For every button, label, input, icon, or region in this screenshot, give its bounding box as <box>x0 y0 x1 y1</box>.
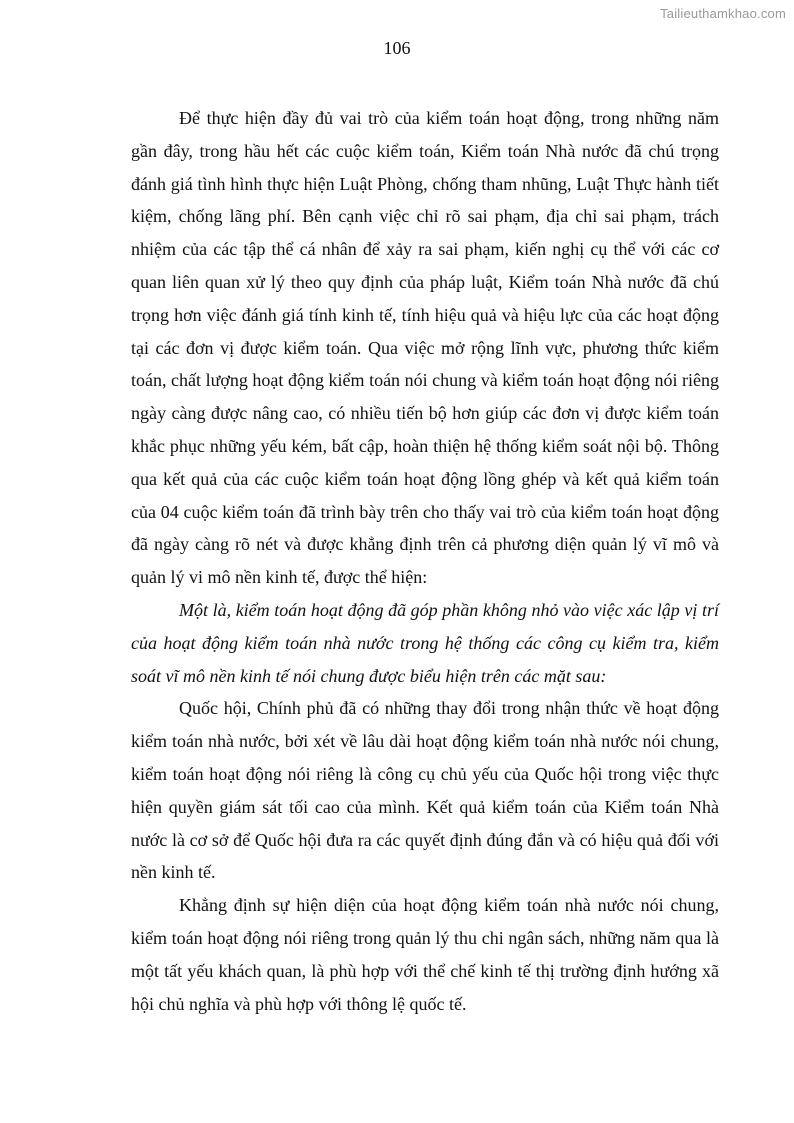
watermark-text: Tailieuthamkhao.com <box>660 6 786 21</box>
paragraph-intro: Để thực hiện đầy đủ vai trò của kiểm toán hoạt động, trong những năm gần đây, trong hầu hết các cuộc kiểm toán, Kiểm toán Nhà nước đã chú trọng đánh giá tình hình thực hiện Luật Phòng, chống tham nhũng, Luật Thực hành tiết kiệm, chống lãng phí. Bên cạnh việc chỉ rõ sai phạm, địa chỉ sai phạm, trách nhiệm của các tập thể cá nhân để xảy ra sai phạm, kiến nghị cụ thể với các cơ quan liên quan xử lý theo quy định của pháp luật, Kiểm toán Nhà nước đã chú trọng hơn việc đánh giá tính kinh tế, tính hiệu quả và hiệu lực của các hoạt động tại các đơn vị được kiểm toán. Qua việc mở rộng lĩnh vực, phương thức kiểm toán, chất lượng hoạt động kiểm toán nói chung và kiểm toán hoạt động nói riêng ngày càng được nâng cao, có nhiều tiến bộ hơn giúp các đơn vị được kiểm toán khắc phục những yếu kém, bất cập, hoàn thiện hệ thống kiểm soát nội bộ. Thông qua kết quả của các cuộc kiểm toán hoạt động lồng ghép và kết quả kiểm toán của 04 cuộc kiểm toán đã trình bày trên cho thấy vai trò của kiểm toán hoạt động đã ngày càng rõ nét và được khẳng định trên cả phương diện quản lý vĩ mô và quản lý vi mô nền kinh tế, được thể hiện: <box>131 108 719 588</box>
paragraph-affirmation: Khẳng định sự hiện diện của hoạt động kiểm toán nhà nước nói chung, kiểm toán hoạt động nói riêng trong quản lý thu chi ngân sách, những năm qua là một tất yếu khách quan, là phù hợp với thể chế kinh tế thị trường định hướng xã hội chủ nghĩa và phù hợp với thông lệ quốc tế. <box>131 895 719 1014</box>
paragraph-point-one: Một là, kiểm toán hoạt động đã góp phần không nhỏ vào việc xác lập vị trí của hoạt động kiểm toán nhà nước trong hệ thống các công cụ kiểm tra, kiểm soát vĩ mô nền kinh tế nói chung được biểu hiện trên các mặt sau: <box>131 599 719 686</box>
document-body <box>131 102 719 1020</box>
page-number: 106 <box>383 38 411 58</box>
paragraph-national-assembly: Quốc hội, Chính phủ đã có những thay đổi trong nhận thức về hoạt động kiểm toán nhà nước, bởi xét về lâu dài hoạt động kiểm toán nhà nước nói chung, kiểm toán hoạt động nói riêng là công cụ chủ yếu của Quốc hội trong việc thực hiện quyền giám sát tối cao của mình. Kết quả kiểm toán của Kiểm toán Nhà nước là cơ sở để Quốc hội đưa ra các quyết định đúng đắn và có hiệu quả đối với nền kinh tế. <box>131 698 719 883</box>
